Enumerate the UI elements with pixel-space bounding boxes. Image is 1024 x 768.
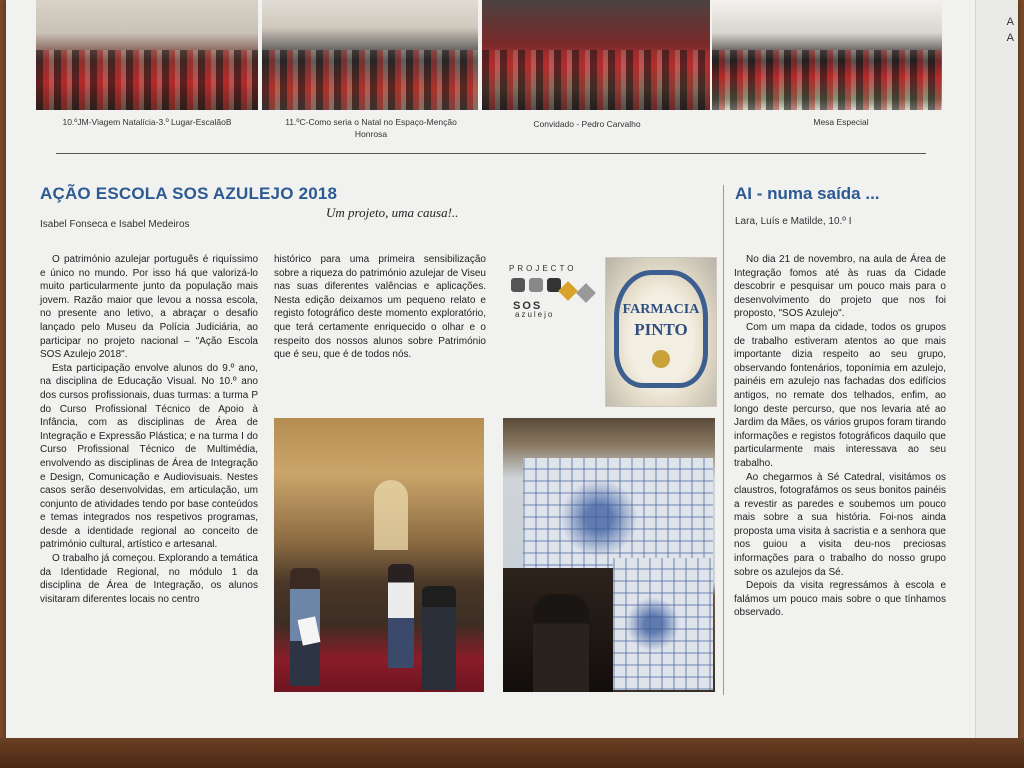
horizontal-divider <box>56 153 926 154</box>
paragraph: histórico para uma primeira sensibilização sobre a riqueza do património azulejar de Viseu nas suas diferentes valências e aplicações. Nesta edição deixamos um pequeno relato e registo fotográfico deste momento exploratório, que terá certamente enriquecido o olhar e o respeito dos nossos alunos sobre Património que é seu, que é de todos nós. <box>274 254 486 361</box>
photo-azulejo-panels <box>503 418 715 692</box>
edge-fragment: A <box>1006 16 1014 28</box>
paragraph: Com um mapa da cidade, todos os grupos de trabalho estiveram atentos ao que mais importante dizia respeito ao seu grupo, observando fontenários, toponímia em azulejo, painéis em azulejo nas fachadas dos edifícios antigos, no remate dos telhados, enfim, ao longo deste percurso, que nos levaria até ao Jardim da Mães, os vários grupos foram tirando informações e registos fotográficos daquilo que particularmente mais interessava ao seu trabalho. <box>734 321 946 469</box>
paragraph: No dia 21 de novembro, na aula de Área de Integração fomos até às ruas da Cidade descobrir e pesquisar um pouco mais para o desenvolvimento do projeto que nos foi proposto, "SOS Azulejo". <box>734 254 946 320</box>
paragraph: Ao chegarmos à Sé Catedral, visitámos os claustros, fotografámos os seus bonitos painéis a revestir as paredes e soubemos um pouco mais sobre a sua história. Foi-nos ainda proposta uma visita à sacristia e a senhora que nos guiou a visita deu-nos preciosas informações para o trabalho do nosso grupo sobre os azulejos da Sé. <box>734 471 946 578</box>
article-column-2 <box>274 253 486 362</box>
caption-photo-2: 11.ºC-Como seria o Natal no Espaço-Menção Honrosa <box>285 117 457 139</box>
article-2-author: Lara, Luís e Matilde, 10.º I <box>735 216 852 227</box>
article-2-column <box>734 253 946 620</box>
article-author: Isabel Fonseca e Isabel Medeiros <box>40 219 190 230</box>
photo-special-table <box>712 0 942 110</box>
next-page-edge <box>975 0 1018 740</box>
photo-students-in-hall <box>274 418 484 692</box>
tile-text-line-2: PINTO <box>634 320 688 339</box>
paragraph: Depois da visita regressámos à escola e falámos um pouco mais sobre o que tínhamos observado. <box>734 580 946 619</box>
article-subtitle: Um projeto, uma causa!.. <box>326 205 459 220</box>
photo-guest-pedro-carvalho <box>482 0 710 110</box>
caption-photo-1: 10.ºJM-Viagem Natalícia-3.º Lugar-EscalãoB <box>62 117 232 127</box>
edge-fragment: A <box>1006 32 1014 44</box>
logo-bottom-text: azulejo <box>515 310 555 319</box>
logo-main-text: SOS <box>513 300 543 312</box>
paragraph: Esta participação envolve alunos do 9.º ano, na disciplina de Educação Visual. No 10.º ano dos cursos profissionais, duas turmas: a turma P do Curso Profissional Técnico de Apoio à Infância, com as disciplinas de Área de Integração e Expressão Plástica; e na turma I do Curso Profissional Técnico de Multimédia, envolvendo as disciplinas de Área de Integração e Design, Comunicação e Audiovisuais. Nestes casos serão desenvolvidas, em articulação, um conjunto de atividades tendo por base conteúdos e temas integrados nos respetivos programas, desde a identidade regional ao conceito de património cultural, artístico e artesanal. <box>40 362 258 551</box>
wooden-table <box>0 738 1024 768</box>
article-title: AÇÃO ESCOLA SOS AZULEJO 2018 <box>40 184 338 203</box>
farmacia-pinto-tile-image <box>605 257 717 407</box>
paragraph: O património azulejar português é riquíssimo e único no mundo. Por isso há que valorizá-lo muito particularmente junto da população mais jovem. Razão maior que levou a nossa escola, no presente ano letivo, a abraçar o desafio lançado pelo Museu da Polícia Judiciária, ao participar no projeto nacional – "Ação Escola SOS Azulejo 2018". <box>40 254 258 361</box>
photo-class-11c <box>262 0 478 110</box>
sos-azulejo-logo <box>509 264 599 322</box>
logo-top-text: PROJECTO <box>509 264 577 273</box>
caption-photo-4: Mesa Especial <box>813 117 869 127</box>
photo-class-10jm <box>36 0 258 110</box>
caption-photo-3: Convidado - Pedro Carvalho <box>533 119 641 129</box>
article-2-title: AI - numa saída ... <box>735 184 880 203</box>
newspaper-page <box>6 0 1018 740</box>
article-column-1 <box>40 253 258 606</box>
tile-text-line-1: FARMACIA <box>622 302 700 317</box>
paragraph: O trabalho já começou. Explorando a temática da Identidade Regional, no módulo 1 da disciplina de Área de Integração, os alunos visitaram diferentes locais no centro <box>40 553 258 605</box>
vertical-divider <box>723 185 724 695</box>
